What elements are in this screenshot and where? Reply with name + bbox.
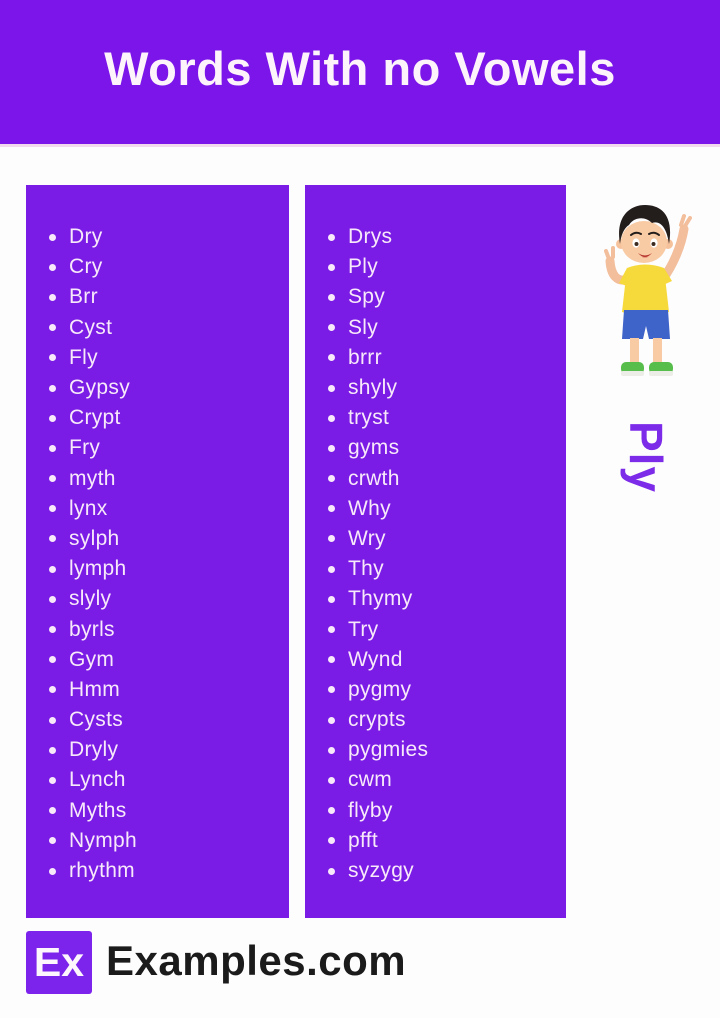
bullet-icon (328, 686, 335, 693)
word-text: Thy (348, 557, 384, 581)
bullet-icon (328, 807, 335, 814)
brand-name: Examples.com (106, 937, 407, 984)
word-list-item (49, 826, 281, 856)
examples-logo: Ex (26, 931, 92, 994)
word-text: Cry (69, 255, 103, 279)
page-title: Words With no Vowels (104, 41, 616, 95)
bullet-icon (49, 807, 56, 814)
bullet-icon (49, 475, 56, 482)
word-text: pygmy (348, 677, 412, 701)
word-list-item (49, 765, 281, 795)
word-list-item (328, 313, 558, 343)
word-text: crwth (348, 466, 400, 490)
word-list-item (328, 705, 558, 735)
bullet-icon (328, 385, 335, 392)
word-list-item (328, 373, 558, 403)
bullet-icon (49, 777, 56, 784)
word-text: Wynd (348, 647, 403, 671)
word-list-item (328, 856, 558, 886)
bullet-icon (328, 596, 335, 603)
bullet-icon (328, 747, 335, 754)
word-list-item (49, 222, 281, 252)
word-list-item (49, 675, 281, 705)
bullet-icon (328, 777, 335, 784)
word-list-item (49, 313, 281, 343)
word-text: Spy (348, 285, 386, 309)
word-list-item (328, 735, 558, 765)
bullet-icon (328, 475, 335, 482)
word-list-item (49, 614, 281, 644)
bullet-icon (49, 566, 56, 573)
word-panel-left (26, 185, 289, 918)
word-text: flyby (348, 798, 393, 822)
word-text: Cysts (69, 708, 123, 732)
word-text: shyly (348, 376, 398, 400)
word-text: Thymy (348, 587, 413, 611)
word-text: sylph (69, 526, 120, 550)
word-list-item (328, 645, 558, 675)
word-text: syzygy (348, 859, 414, 883)
word-list-item (49, 705, 281, 735)
word-list-item (49, 252, 281, 282)
word-list-item (328, 403, 558, 433)
bullet-icon (49, 324, 56, 331)
word-list-item (328, 343, 558, 373)
bullet-icon (328, 868, 335, 875)
bullet-icon (328, 837, 335, 844)
word-list-item (49, 433, 281, 463)
word-list-item (328, 765, 558, 795)
word-list-item (328, 464, 558, 494)
bullet-icon (328, 234, 335, 241)
word-list-item (49, 735, 281, 765)
word-text: Crypt (69, 406, 121, 430)
word-list-item (49, 645, 281, 675)
bullet-icon (328, 324, 335, 331)
word-text: slyly (69, 587, 112, 611)
bullet-icon (49, 747, 56, 754)
word-text: Drys (348, 225, 393, 249)
word-list-item (49, 282, 281, 312)
word-text: lynx (69, 496, 108, 520)
word-text: lymph (69, 557, 127, 581)
word-text: Gym (69, 647, 115, 671)
word-text: pygmies (348, 738, 429, 762)
word-list-item (328, 796, 558, 826)
bullet-icon (328, 354, 335, 361)
word-list-item (49, 796, 281, 826)
word-panel-right (305, 185, 566, 918)
word-list-item (328, 584, 558, 614)
word-list-item (49, 464, 281, 494)
bullet-icon (328, 294, 335, 301)
bullet-icon (49, 717, 56, 724)
word-text: Wry (348, 526, 386, 550)
word-text: myth (69, 466, 116, 490)
bullet-icon (49, 837, 56, 844)
bullet-icon (328, 264, 335, 271)
bullet-icon (49, 596, 56, 603)
word-list-item (49, 343, 281, 373)
word-list-item (328, 826, 558, 856)
bullet-icon (49, 385, 56, 392)
word-list-item (328, 222, 558, 252)
bullet-icon (49, 626, 56, 633)
word-list-item (49, 584, 281, 614)
word-list-item (49, 403, 281, 433)
word-text: Fly (69, 345, 98, 369)
bullet-icon (49, 415, 56, 422)
word-list-item (328, 282, 558, 312)
boy-illustration (597, 199, 695, 382)
word-list-item (49, 856, 281, 886)
header-banner (0, 0, 720, 147)
word-text: Fry (69, 436, 101, 460)
word-text: Dry (69, 225, 103, 249)
word-text: Try (348, 617, 379, 641)
word-list-item (49, 494, 281, 524)
word-text: Dryly (69, 738, 119, 762)
bullet-icon (49, 354, 56, 361)
bullet-icon (49, 535, 56, 542)
bullet-icon (328, 626, 335, 633)
bullet-icon (49, 505, 56, 512)
bullet-icon (49, 686, 56, 693)
word-list-item (49, 554, 281, 584)
word-list-right (305, 185, 566, 886)
word-text: Hmm (69, 677, 121, 701)
word-list-item (328, 675, 558, 705)
bullet-icon (49, 656, 56, 663)
word-text: rhythm (69, 859, 135, 883)
word-list-item (328, 252, 558, 282)
word-text: Why (348, 496, 391, 520)
word-list-item (328, 524, 558, 554)
vertical-word-label: Ply (620, 420, 672, 494)
bullet-icon (328, 415, 335, 422)
word-text: cwm (348, 768, 393, 792)
word-text: Ply (348, 255, 379, 279)
bullet-icon (49, 264, 56, 271)
word-text: pfft (348, 828, 379, 852)
bullet-icon (328, 566, 335, 573)
word-text: Nymph (69, 828, 138, 852)
bullet-icon (328, 717, 335, 724)
bullet-icon (328, 656, 335, 663)
bullet-icon (49, 294, 56, 301)
word-text: crypts (348, 708, 406, 732)
word-list-item (49, 524, 281, 554)
word-text: Brr (69, 285, 98, 309)
bullet-icon (328, 505, 335, 512)
word-text: Lynch (69, 768, 126, 792)
bullet-icon (49, 445, 56, 452)
word-list-item (328, 614, 558, 644)
bullet-icon (328, 445, 335, 452)
word-list-item (328, 554, 558, 584)
word-text: gyms (348, 436, 400, 460)
word-text: tryst (348, 406, 390, 430)
word-text: brrr (348, 345, 382, 369)
word-text: byrls (69, 617, 115, 641)
word-text: Gypsy (69, 376, 131, 400)
word-list-item (49, 373, 281, 403)
bullet-icon (49, 234, 56, 241)
word-list-item (328, 433, 558, 463)
word-text: Sly (348, 315, 379, 339)
word-list-item (328, 494, 558, 524)
word-text: Myths (69, 798, 127, 822)
word-list-left (26, 185, 289, 886)
bullet-icon (49, 868, 56, 875)
word-text: Cyst (69, 315, 113, 339)
bullet-icon (328, 535, 335, 542)
